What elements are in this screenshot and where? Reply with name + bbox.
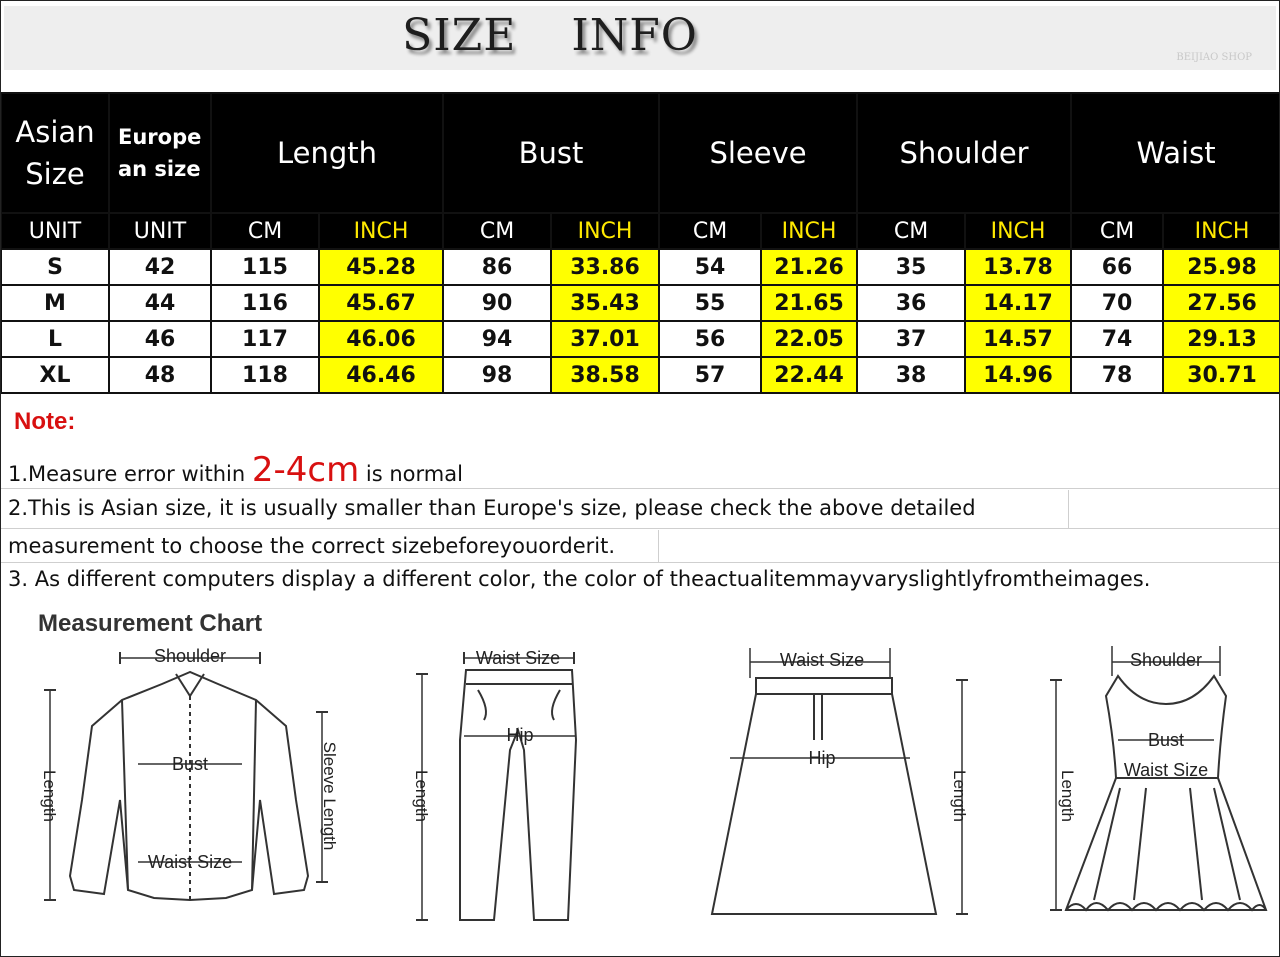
notes-section: [0, 404, 1280, 596]
value-cell: 29.13: [1163, 321, 1280, 357]
measurement-chart: [4, 600, 1276, 948]
unit-cell: CM: [857, 213, 965, 249]
size-cell: 44: [109, 285, 211, 321]
shoulder-header: Shoulder: [857, 93, 1071, 213]
value-cell: 55: [659, 285, 761, 321]
value-cell: 13.78: [965, 249, 1071, 285]
length-header: Length: [211, 93, 443, 213]
value-cell: 25.98: [1163, 249, 1280, 285]
value-cell: 94: [443, 321, 551, 357]
note-line-1-suffix: is normal: [365, 462, 463, 486]
value-cell: 27.56: [1163, 285, 1280, 321]
table-row: [1, 321, 1280, 357]
note-line-1: [8, 450, 463, 490]
dress-length-label: Length: [1058, 770, 1077, 822]
sheet-gridline: [658, 530, 659, 562]
note-line-1-highlight: 2-4cm: [251, 450, 360, 490]
waist-header: Waist: [1071, 93, 1280, 213]
value-cell: 116: [211, 285, 319, 321]
size-cell: S: [1, 249, 109, 285]
value-cell: 14.17: [965, 285, 1071, 321]
value-cell: 46.06: [319, 321, 443, 357]
skirt-waist-label: Waist Size: [779, 650, 865, 670]
value-cell: 38: [857, 357, 965, 393]
value-cell: 66: [1071, 249, 1163, 285]
shirt-shoulder-label: Shoulder: [153, 646, 227, 666]
value-cell: 115: [211, 249, 319, 285]
europe-size-header-line1: Europe: [118, 125, 202, 149]
sheet-gridline: [0, 562, 1280, 563]
table-row: [1, 285, 1280, 321]
value-cell: 70: [1071, 285, 1163, 321]
value-cell: 35: [857, 249, 965, 285]
header-row: [1, 93, 1280, 213]
asian-size-header: [1, 93, 109, 213]
sheet-gridline: [0, 528, 1280, 529]
unit-cell: INCH: [965, 213, 1071, 249]
europe-size-header: [109, 93, 211, 213]
value-cell: 33.86: [551, 249, 659, 285]
note-title: Note:: [14, 408, 76, 435]
unit-cell: UNIT: [109, 213, 211, 249]
asian-size-header-line1: Asian: [15, 115, 95, 149]
size-info-banner: [0, 0, 1280, 88]
value-cell: 35.43: [551, 285, 659, 321]
size-cell: M: [1, 285, 109, 321]
pants-length-label: Length: [412, 770, 431, 822]
value-cell: 30.71: [1163, 357, 1280, 393]
asian-size-header-line2: Size: [25, 157, 85, 191]
unit-cell: INCH: [319, 213, 443, 249]
unit-row: [1, 213, 1280, 249]
value-cell: 21.65: [761, 285, 857, 321]
measurement-diagrams: [4, 600, 1276, 948]
dress-shoulder-label: Shoulder: [1129, 650, 1203, 670]
value-cell: 98: [443, 357, 551, 393]
dress-waist-label: Waist Size: [1123, 760, 1209, 780]
value-cell: 45.67: [319, 285, 443, 321]
value-cell: 36: [857, 285, 965, 321]
value-cell: 86: [443, 249, 551, 285]
size-table: [0, 92, 1280, 394]
unit-cell: INCH: [761, 213, 857, 249]
value-cell: 22.05: [761, 321, 857, 357]
value-cell: 37.01: [551, 321, 659, 357]
shirt-length-label: Length: [40, 770, 59, 822]
dress-bust-label: Bust: [1147, 730, 1185, 750]
bust-header: Bust: [443, 93, 659, 213]
value-cell: 46.46: [319, 357, 443, 393]
skirt-hip-label: Hip: [808, 748, 836, 768]
table-row: [1, 249, 1280, 285]
value-cell: 90: [443, 285, 551, 321]
value-cell: 74: [1071, 321, 1163, 357]
value-cell: 14.96: [965, 357, 1071, 393]
note-line-4: 3. As different computers display a different color, the color of theactualitemmayvaryslightlyfromtheimages.: [8, 567, 1151, 591]
value-cell: 118: [211, 357, 319, 393]
sheet-gridline: [1068, 490, 1069, 528]
table-row: [1, 357, 1280, 393]
value-cell: 22.44: [761, 357, 857, 393]
size-cell: 42: [109, 249, 211, 285]
value-cell: 14.57: [965, 321, 1071, 357]
value-cell: 117: [211, 321, 319, 357]
note-line-2: 2.This is Asian size, it is usually smaller than Europe's size, please check the above detailed: [8, 496, 976, 520]
note-line-1-prefix: 1.Measure error within: [8, 462, 246, 486]
skirt-diagram: [712, 648, 968, 914]
value-cell: 37: [857, 321, 965, 357]
unit-cell: CM: [443, 213, 551, 249]
unit-cell: INCH: [551, 213, 659, 249]
shirt-bust-label: Bust: [171, 754, 209, 774]
skirt-length-label: Length: [950, 770, 969, 822]
banner-title: SIZE INFO: [402, 10, 698, 61]
note-line-3: measurement to choose the correct sizebeforeyouorderit.: [8, 534, 616, 558]
unit-cell: CM: [659, 213, 761, 249]
sleeve-header: Sleeve: [659, 93, 857, 213]
shirt-waist-label: Waist Size: [147, 852, 233, 872]
value-cell: 57: [659, 357, 761, 393]
value-cell: 45.28: [319, 249, 443, 285]
pants-hip-label: Hip: [506, 725, 534, 745]
pants-waist-label: Waist Size: [475, 648, 561, 668]
measurement-chart-title: Measurement Chart: [38, 610, 263, 637]
unit-cell: UNIT: [1, 213, 109, 249]
size-cell: XL: [1, 357, 109, 393]
pants-diagram: [416, 652, 576, 920]
value-cell: 21.26: [761, 249, 857, 285]
shirt-sleeve-label: Sleeve Length: [320, 741, 339, 851]
unit-cell: CM: [211, 213, 319, 249]
unit-cell: INCH: [1163, 213, 1280, 249]
size-cell: 48: [109, 357, 211, 393]
value-cell: 38.58: [551, 357, 659, 393]
banner-watermark: BEIJIAO SHOP: [1176, 52, 1252, 63]
value-cell: 78: [1071, 357, 1163, 393]
value-cell: 54: [659, 249, 761, 285]
size-cell: 46: [109, 321, 211, 357]
size-cell: L: [1, 321, 109, 357]
europe-size-header-line2: an size: [118, 157, 201, 181]
value-cell: 56: [659, 321, 761, 357]
unit-cell: CM: [1071, 213, 1163, 249]
